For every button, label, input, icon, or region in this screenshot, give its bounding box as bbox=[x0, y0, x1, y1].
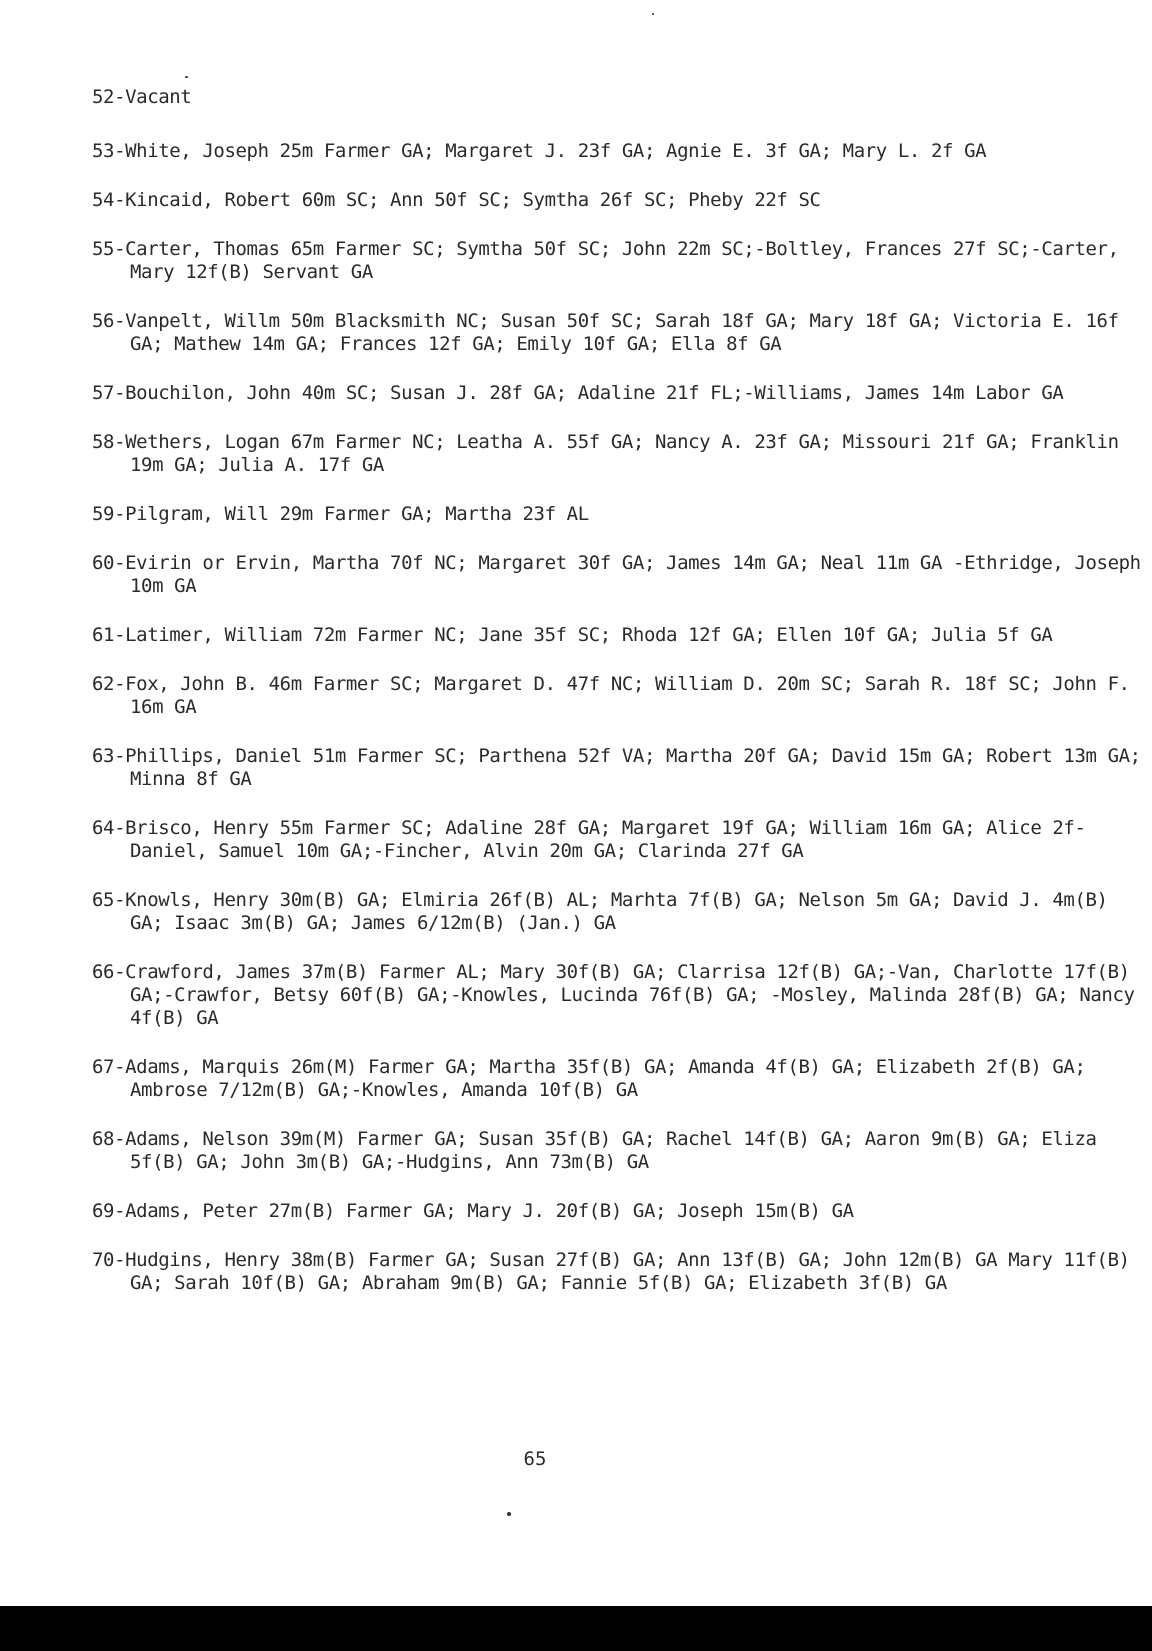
census-entry: 67-Adams, Marquis 26m(M) Farmer GA; Martha 35f(B) GA; Amanda 4f(B) GA; Elizabeth 2f(B) GA; Ambrose 7/12m(B) GA;-Knowles, Amanda 10f(B) GA bbox=[92, 1056, 1086, 1101]
census-entry: 57-Bouchilon, John 40m SC; Susan J. 28f GA; Adaline 21f FL;-Williams, James 14m Labor GA bbox=[92, 382, 1064, 404]
census-entry: 54-Kincaid, Robert 60m SC; Ann 50f SC; Symtha 26f SC; Pheby 22f SC bbox=[92, 189, 821, 211]
census-entry: 62-Fox, John B. 46m Farmer SC; Margaret D. 47f NC; William D. 20m SC; Sarah R. 18f SC; John F. 16m GA bbox=[92, 673, 1130, 718]
census-entry: 61-Latimer, William 72m Farmer NC; Jane 35f SC; Rhoda 12f GA; Ellen 10f GA; Julia 5f GA bbox=[92, 624, 1053, 646]
census-entry: 69-Adams, Peter 27m(B) Farmer GA; Mary J. 20f(B) GA; Joseph 15m(B) GA bbox=[92, 1200, 854, 1222]
census-entry: 56-Vanpelt, Willm 50m Blacksmith NC; Susan 50f SC; Sarah 18f GA; Mary 18f GA; Victoria E. 16f GA; Mathew 14m GA; Frances 12f GA; Emily 10f GA; Ella 8f GA bbox=[92, 310, 1119, 355]
census-entry: 63-Phillips, Daniel 51m Farmer SC; Parthena 52f VA; Martha 20f GA; David 15m GA; Robert 13m GA; Minna 8f GA bbox=[92, 745, 1141, 790]
census-entry: 64-Brisco, Henry 55m Farmer SC; Adaline 28f GA; Margaret 19f GA; William 16m GA; Alice 2f-Daniel, Samuel 10m GA;-Fincher, Alvin 20m GA; Clarinda 27f GA bbox=[92, 817, 1086, 862]
census-entries bbox=[92, 86, 1142, 1321]
census-entry: 66-Crawford, James 37m(B) Farmer AL; Mary 30f(B) GA; Clarrisa 12f(B) GA;-Van, Charlotte 17f(B) GA;-Crawfor, Betsy 60f(B) GA;-Knowles, Lucinda 76f(B) GA; -Mosley, Malinda 28f(B) GA; Nancy 4f(B) GA bbox=[92, 961, 1135, 1029]
census-entry: 60-Evirin or Ervin, Martha 70f NC; Margaret 30f GA; James 14m GA; Neal 11m GA -Ethridge, Joseph 10m GA bbox=[92, 552, 1141, 597]
census-entry: 58-Wethers, Logan 67m Farmer NC; Leatha A. 55f GA; Nancy A. 23f GA; Missouri 21f GA; Franklin 19m GA; Julia A. 17f GA bbox=[92, 431, 1119, 476]
census-entry: 59-Pilgram, Will 29m Farmer GA; Martha 23f AL bbox=[92, 503, 589, 525]
census-entry: 70-Hudgins, Henry 38m(B) Farmer GA; Susan 27f(B) GA; Ann 13f(B) GA; John 12m(B) GA Mary 11f(B) GA; Sarah 10f(B) GA; Abraham 9m(B) GA; Fannie 5f(B) GA; Elizabeth 3f(B) GA bbox=[92, 1249, 1130, 1294]
scan-border bbox=[0, 1606, 1152, 1651]
scan-speck bbox=[652, 13, 654, 15]
census-entry: 55-Carter, Thomas 65m Farmer SC; Symtha 50f SC; John 22m SC;-Boltley, Frances 27f SC;-Carter, Mary 12f(B) Servant GA bbox=[92, 238, 1119, 283]
scan-speck bbox=[185, 76, 188, 78]
census-entry: 68-Adams, Nelson 39m(M) Farmer GA; Susan 35f(B) GA; Rachel 14f(B) GA; Aaron 9m(B) GA; Eliza 5f(B) GA; John 3m(B) GA;-Hudgins, Ann 73m(B) GA bbox=[92, 1128, 1097, 1173]
census-entry: 53-White, Joseph 25m Farmer GA; Margaret J. 23f GA; Agnie E. 3f GA; Mary L. 2f GA bbox=[92, 140, 987, 162]
scan-speck bbox=[507, 1512, 511, 1516]
census-entry: 52-Vacant bbox=[92, 86, 192, 108]
census-entry: 65-Knowls, Henry 30m(B) GA; Elmiria 26f(B) AL; Marhta 7f(B) GA; Nelson 5m GA; David J. 4m(B) GA; Isaac 3m(B) GA; James 6/12m(B) (Jan.) GA bbox=[92, 889, 1108, 934]
page-number: 65 bbox=[523, 1448, 547, 1470]
